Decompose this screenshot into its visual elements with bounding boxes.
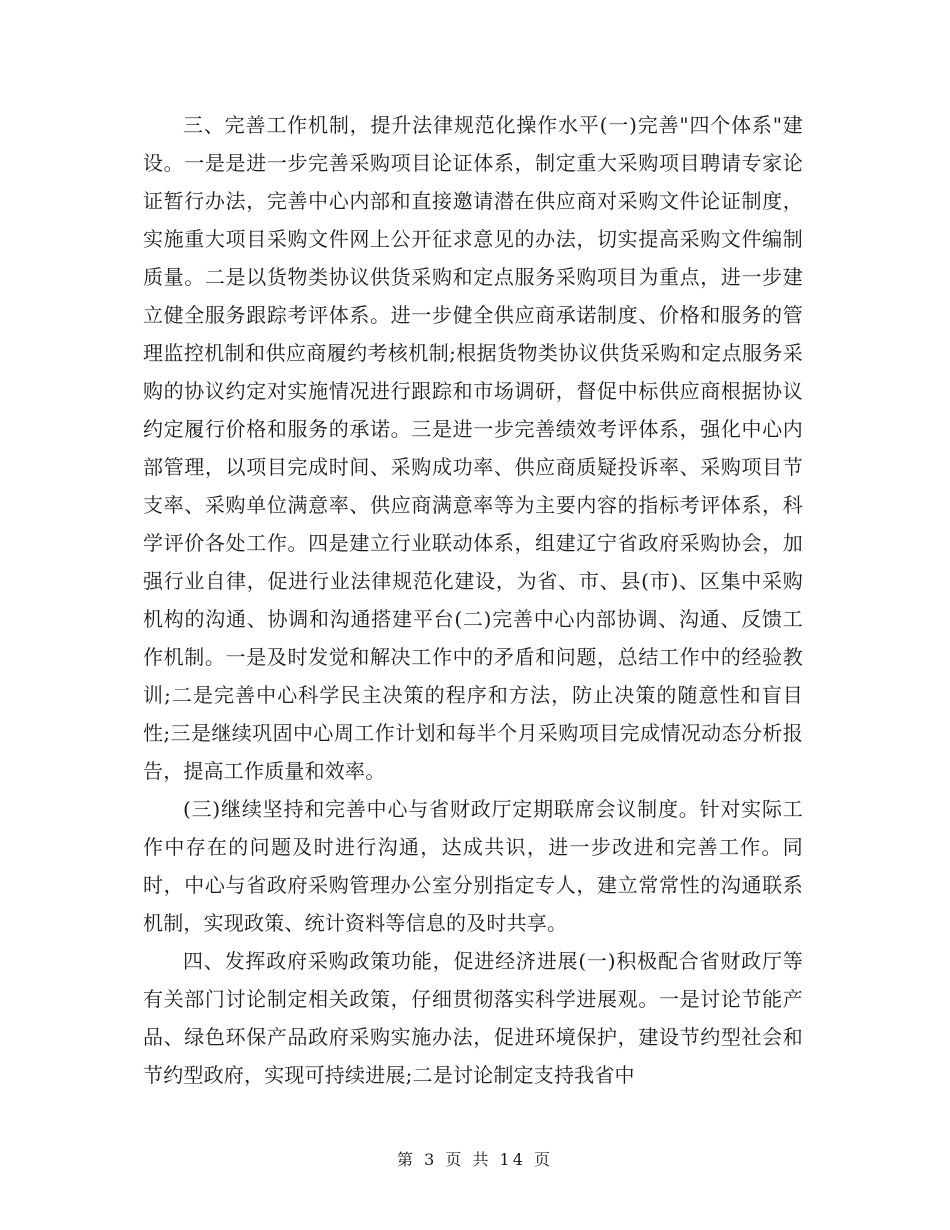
paragraph-joint-meeting: (三)继续坚持和完善中心与省财政厅定期联席会议制度。针对实际工作中存在的问题及时进行沟通，达成共识，进一步改进和完善工作。同时，中心与省政府采购管理办公室分别指定专人，建立常常性的沟通联系机制，实现政策、统计资料等信息的及时共享。 [143,797,803,935]
document-body [143,106,803,1094]
page-number-footer: 第 3 页 共 14 页 [397,1150,553,1169]
paragraph-policy-function: 四、发挥政府采购政策功能，促进经济进展(一)积极配合省财政厅等有关部门讨论制定相关政策，仔细贯彻落实科学进展观。一是讨论节能产品、绿色环保产品政府采购实施办法，促进环境保护，建设节约型社会和节约型政府，实现可持续进展;二是讨论制定支持我省中 [143,949,803,1087]
paragraph-work-mechanism: 三、完善工作机制，提升法律规范化操作水平(一)完善"四个体系"建设。一是是进一步完善采购项目论证体系，制定重大采购项目聘请专家论证暂行办法，完善中心内部和直接邀请潜在供应商对采购文件论证制度，实施重大项目采购文件网上公开征求意见的办法，切实提高采购文件编制质量。二是以货物类协议供货采购和定点服务采购项目为重点，进一步建立健全服务跟踪考评体系。进一步健全供应商承诺制度、价格和服务的管理监控机制和供应商履约考核机制;根据货物类协议供货采购和定点服务采购的协议约定对实施情况进行跟踪和市场调研，督促中标供应商根据协议约定履行价格和服务的承诺。三是进一步完善绩效考评体系，强化中心内部管理，以项目完成时间、采购成功率、供应商质疑投诉率、采购项目节支率、采购单位满意率、供应商满意率等为主要内容的指标考评体系，科学评价各处工作。四是建立行业联动体系，组建辽宁省政府采购协会，加强行业自律，促进行业法律规范化建设，为省、市、县(市)、区集中采购机构的沟通、协调和沟通搭建平台(二)完善中心内部协调、沟通、反馈工作机制。一是及时发觉和解决工作中的矛盾和问题，总结工作中的经验教训;二是完善中心科学民主决策的程序和方法，防止决策的随意性和盲目性;三是继续巩固中心周工作计划和每半个月采购项目完成情况动态分析报告，提高工作质量和效率。 [143,113,803,783]
